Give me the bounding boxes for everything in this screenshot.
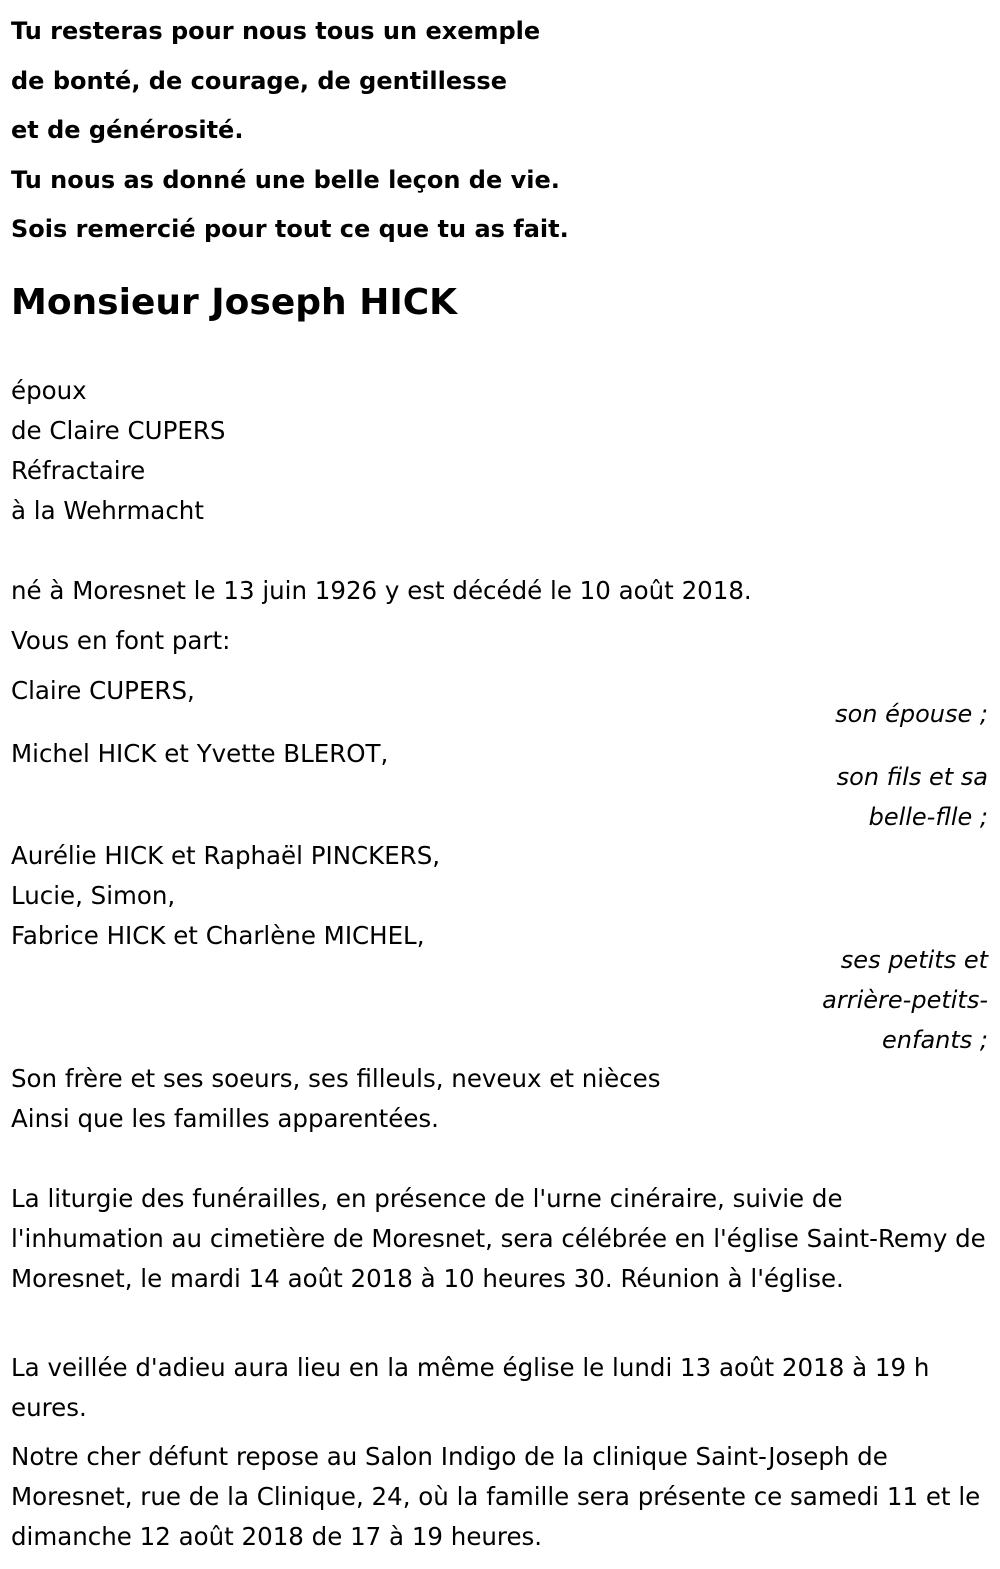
epitaph <box>11 7 911 255</box>
grandchildren-line: Lucie, Simon, <box>11 881 176 910</box>
spouse-line: Réfractaire <box>11 456 146 485</box>
epitaph-line: de bonté, de courage, de gentillesse <box>11 66 507 95</box>
birth-death-line: né à Moresnet le 13 juin 1926 y est décédé le 10 août 2018. <box>11 576 752 605</box>
grandchildren-line: Aurélie HICK et Raphaël PINCKERS, <box>11 841 441 870</box>
epitaph-line: Tu nous as donné une belle leçon de vie. <box>11 165 560 194</box>
family-son-names: Michel HICK et Yvette BLEROT, <box>11 739 389 768</box>
family-son-relation: son fils et sa <box>836 763 988 791</box>
spouse-line: époux <box>11 376 87 405</box>
others-line: Ainsi que les familles apparentées. <box>11 1104 439 1133</box>
others-line: Son frère et ses soeurs, ses filleuls, neveux et nièces <box>11 1064 661 1093</box>
family-grandchildren-relation: enfants ; <box>882 1026 988 1054</box>
funeral-paragraph: La liturgie des funérailles, en présence de l'urne cinéraire, suivie de l'inhumation au cimetière de Moresnet, sera célébrée en l'église Saint-Remy de Moresnet, le mardi 14 août 2018 à 10 heures 30. Réunion à l'église. <box>11 1184 986 1293</box>
family-spouse-name: Claire CUPERS, <box>11 676 195 705</box>
epitaph-line: et de générosité. <box>11 116 244 144</box>
spouse-line: à la Wehrmacht <box>11 496 204 525</box>
spouse-info <box>11 371 986 531</box>
rest-paragraph: Notre cher défunt repose au Salon Indigo de la clinique Saint-Joseph de Moresnet, rue de la Clinique, 24, où la famille sera présente ce samedi 11 et le dimanche 12 août 2018 de 17 à 19 heures. <box>11 1442 981 1551</box>
family-others <box>11 1059 986 1139</box>
family-grandchildren-relation: ses petits et <box>840 946 988 974</box>
epitaph-line: Sois remercié pour tout ce que tu as fait. <box>11 215 569 243</box>
family-son-relation: belle-flle ; <box>868 803 988 831</box>
family-grandchildren-relation: arrière-petits- <box>822 986 988 1014</box>
spouse-line: de Claire CUPERS <box>11 416 226 445</box>
grandchildren-line: Fabrice HICK et Charlène MICHEL, <box>11 921 425 950</box>
family-spouse-relation: son épouse ; <box>835 700 988 728</box>
announce-intro: Vous en font part: <box>11 626 231 655</box>
epitaph-line: Tu resteras pour nous tous un exemple <box>11 17 541 45</box>
family-grandchildren <box>11 836 986 956</box>
vigil-paragraph: La veillée d'adieu aura lieu en la même église le lundi 13 août 2018 à 19 h eures. <box>11 1353 930 1422</box>
deceased-name: Monsieur Joseph HICK <box>11 282 458 323</box>
